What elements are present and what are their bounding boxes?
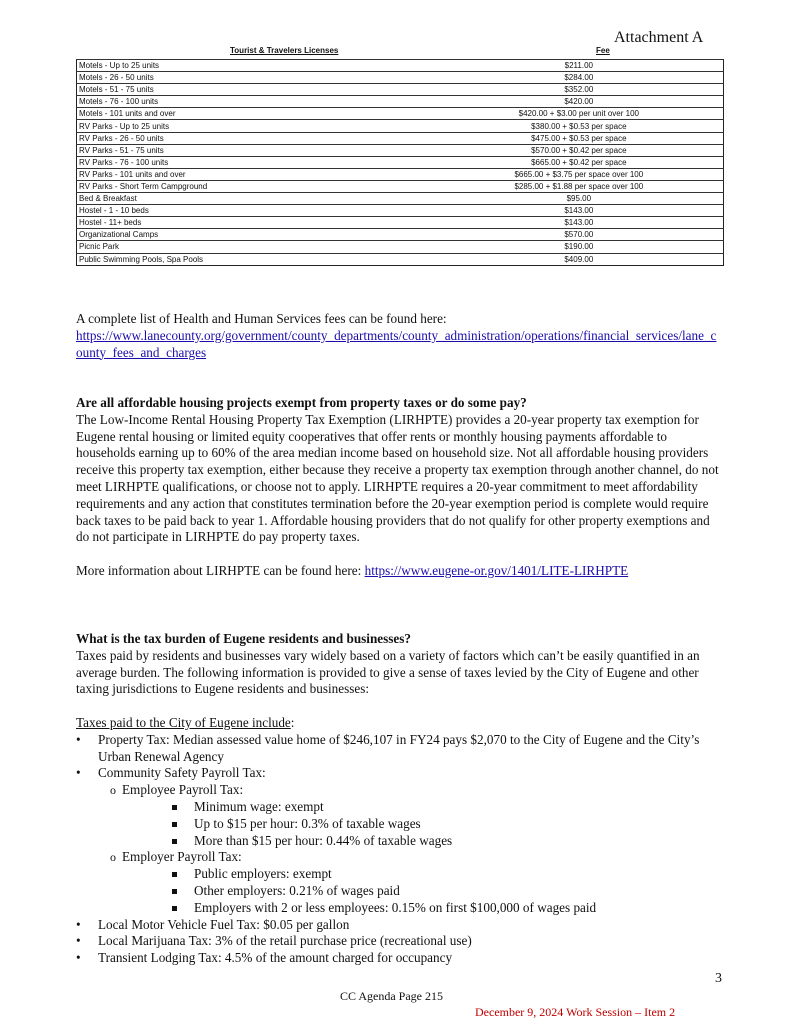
fee-cell: $570.00 + $0.42 per space <box>435 144 724 156</box>
table-row <box>77 229 724 241</box>
table-row <box>77 241 724 253</box>
fee-cell: $143.00 <box>435 217 724 229</box>
employer-item: Employers with 2 or less employees: 0.15% on first $100,000 of wages paid <box>76 900 726 917</box>
fee-cell: $420.00 + $3.00 per unit over 100 <box>435 108 724 120</box>
lirhpte-more-info <box>76 563 726 580</box>
table-row <box>77 84 724 96</box>
license-cell: Motels - 101 units and over <box>77 108 435 120</box>
license-cell: RV Parks - 26 - 50 units <box>77 132 435 144</box>
agenda-page: CC Agenda Page 215 <box>340 989 443 1003</box>
employee-item: Up to $15 per hour: 0.3% of taxable wages <box>76 816 726 833</box>
employee-item: Minimum wage: exempt <box>76 799 726 816</box>
hhs-section <box>76 311 726 361</box>
attachment-label: Attachment A <box>614 29 704 46</box>
employee-payroll-item: o Employee Payroll Tax: <box>76 782 726 799</box>
fuel-tax-item: • Local Motor Vehicle Fuel Tax: $0.05 per gallon <box>76 917 726 934</box>
license-cell: Motels - 76 - 100 units <box>77 96 435 108</box>
fee-cell: $190.00 <box>435 241 724 253</box>
fee-table <box>76 59 724 266</box>
license-cell: Motels - 51 - 75 units <box>77 84 435 96</box>
fee-cell: $211.00 <box>435 60 724 72</box>
license-cell: RV Parks - 101 units and over <box>77 168 435 180</box>
table-row <box>77 193 724 205</box>
license-cell: RV Parks - Short Term Campground <box>77 180 435 192</box>
fee-cell: $95.00 <box>435 193 724 205</box>
tax-burden-body: Taxes paid by residents and businesses vary widely based on a variety of factors which can’t be easily quantified in an average burden. The following information is provided to give a sense of taxes levied by the City of Eugene and other taxing jurisdictions to Eugene residents and businesses: <box>76 647 700 697</box>
marijuana-tax-item: • Local Marijuana Tax: 3% of the retail purchase price (recreational use) <box>76 933 726 950</box>
license-cell: Public Swimming Pools, Spa Pools <box>77 253 435 265</box>
fee-cell: $284.00 <box>435 72 724 84</box>
license-cell: RV Parks - Up to 25 units <box>77 120 435 132</box>
fee-cell: $475.00 + $0.53 per space <box>435 132 724 144</box>
table-row <box>77 168 724 180</box>
license-cell: Organizational Camps <box>77 229 435 241</box>
city-taxes-list <box>76 732 726 967</box>
fee-cell: $143.00 <box>435 205 724 217</box>
table-row <box>77 217 724 229</box>
table-row <box>77 108 724 120</box>
license-cell: Motels - Up to 25 units <box>77 60 435 72</box>
employee-item: More than $15 per hour: 0.44% of taxable wages <box>76 833 726 850</box>
hhs-fees-link[interactable]: https://www.lanecounty.org/government/county_departments/county_administration/operations/financial_services/lane_county_fees_and_charges <box>76 327 717 360</box>
license-cell: Motels - 26 - 50 units <box>77 72 435 84</box>
table-row <box>77 120 724 132</box>
employer-payroll-item: o Employer Payroll Tax: <box>76 849 726 866</box>
fee-cell: $380.00 + $0.53 per space <box>435 120 724 132</box>
table-row <box>77 72 724 84</box>
license-cell: Picnic Park <box>77 241 435 253</box>
hhs-intro: A complete list of Health and Human Services fees can be found here: <box>76 311 447 326</box>
lirhpte-link[interactable]: https://www.eugene-or.gov/1401/LITE-LIRHPTE <box>364 562 629 578</box>
table-row <box>77 60 724 72</box>
page-number: 3 <box>715 971 722 986</box>
affordable-housing-section <box>76 395 726 580</box>
fee-cell: $285.00 + $1.88 per space over 100 <box>435 180 724 192</box>
license-cell: Bed & Breakfast <box>77 193 435 205</box>
employer-item: Other employers: 0.21% of wages paid <box>76 883 726 900</box>
table-row <box>77 253 724 265</box>
affordable-housing-heading: Are all affordable housing projects exempt from property taxes or do some pay? <box>76 395 527 410</box>
payroll-tax-item: • Community Safety Payroll Tax: <box>76 765 726 782</box>
colon: : <box>290 714 295 730</box>
fee-cell: $409.00 <box>435 253 724 265</box>
table-row <box>77 156 724 168</box>
affordable-housing-body: The Low-Income Rental Housing Property Tax Exemption (LIRHPTE) provides a 20-year property tax exemption for Eugene rental housing or limited equity cooperatives that offer rents or monthly housing payments affordable to households earning up to 60% of the area median income based on household size. Not all affordable housing providers receive this property tax exemption, either because they receive a property tax exemption through another channel, do not meet LIRHPTE qualifications, or choose not to apply. LIRHPTE requires a 20-year commitment to meet affordability requirements and any action that constitutes termination before the 20-year exemption period is complete would require back taxes to be paid back to year 1. Affordable housing providers that do not qualify for other property exemptions and do not participate in LIRHPTE do pay property taxes. <box>76 411 719 545</box>
employer-item: Public employers: exempt <box>76 866 726 883</box>
license-cell: RV Parks - 76 - 100 units <box>77 156 435 168</box>
tax-burden-heading: What is the tax burden of Eugene residents and businesses? <box>76 631 411 646</box>
license-column-header: Tourist & Travelers Licenses <box>230 46 339 55</box>
fee-cell: $570.00 <box>435 229 724 241</box>
property-tax-item: • Property Tax: Median assessed value home of $246,107 in FY24 pays $2,070 to the City of Eugene and the City’s Urban Renewal Agency <box>76 732 726 766</box>
table-row <box>77 132 724 144</box>
fee-cell: $665.00 + $0.42 per space <box>435 156 724 168</box>
license-cell: Hostel - 11+ beds <box>77 217 435 229</box>
lodging-tax-item: • Transient Lodging Tax: 4.5% of the amount charged for occupancy <box>76 950 726 967</box>
more-info-text: More information about LIRHPTE can be found here: <box>76 562 365 578</box>
tax-burden-section <box>76 631 726 967</box>
table-row <box>77 96 724 108</box>
fee-cell: $352.00 <box>435 84 724 96</box>
table-row <box>77 205 724 217</box>
work-session-label: December 9, 2024 Work Session – Item 2 <box>475 1005 676 1019</box>
fee-cell: $420.00 <box>435 96 724 108</box>
license-cell: Hostel - 1 - 10 beds <box>77 205 435 217</box>
table-row <box>77 180 724 192</box>
taxes-list-title: Taxes paid to the City of Eugene include <box>76 714 291 730</box>
fee-column-header: Fee <box>596 46 610 55</box>
fee-cell: $665.00 + $3.75 per space over 100 <box>435 168 724 180</box>
license-cell: RV Parks - 51 - 75 units <box>77 144 435 156</box>
table-row <box>77 144 724 156</box>
